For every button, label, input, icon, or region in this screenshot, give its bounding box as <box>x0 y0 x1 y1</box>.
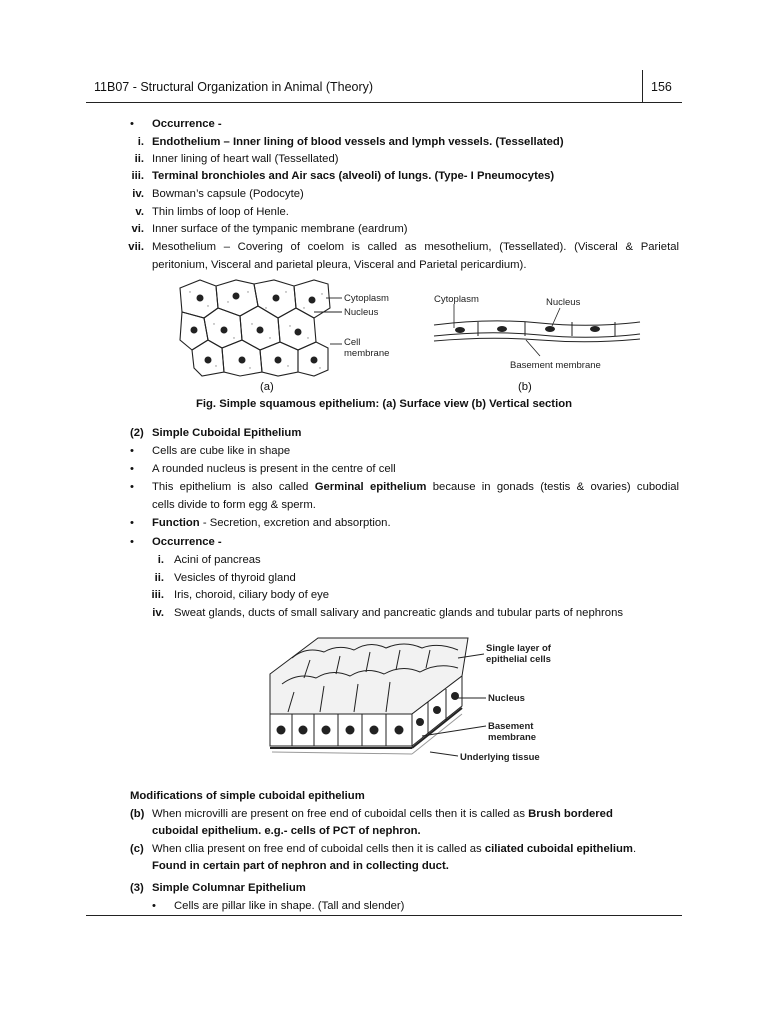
list-number: vii. <box>128 241 144 253</box>
label-cell: Cell <box>344 337 361 348</box>
list-number: iv. <box>132 188 144 200</box>
list-item: Terminal bronchioles and Air sacs (alveoli) of lungs. (Type- I Pneumocytes) <box>152 170 555 182</box>
bullet-icon: • <box>130 463 134 475</box>
subfigure-a-label: (a) <box>260 381 274 393</box>
bullet-icon: • <box>130 481 134 493</box>
list-item: Iris, choroid, ciliary body of eye <box>174 589 330 601</box>
bullet-text: Cells are pillar like in shape. (Tall and slender) <box>174 900 405 912</box>
list-item: Thin limbs of loop of Henle. <box>152 206 289 218</box>
page-header <box>86 70 682 103</box>
label-membrane: membrane <box>344 348 390 359</box>
header-divider <box>642 70 643 102</box>
label-epithelial-cells: epithelial cells <box>486 654 551 665</box>
list-item: When microvilli are present on free end of cuboidal cells then it is called as Brush bordered <box>152 808 613 820</box>
occurrence-heading: Occurrence - <box>152 536 222 548</box>
label-cytoplasm: Cytoplasm <box>344 293 389 304</box>
label-nucleus-b: Nucleus <box>546 297 581 308</box>
section-number: (3) <box>130 882 144 894</box>
list-item: When cllia present on free end of cuboidal cells then it is called as ciliated cuboidal epithelium. <box>152 843 637 855</box>
list-item: Sweat glands, ducts of small salivary and pancreatic glands and tubular parts of nephrons <box>174 607 623 619</box>
list-number: vi. <box>131 223 144 235</box>
cuboidal-epithelium-figure <box>262 632 572 767</box>
section-heading: Simple Columnar Epithelium <box>152 882 306 894</box>
footer-divider <box>86 915 682 916</box>
bullet-icon: • <box>152 900 156 912</box>
list-number: ii. <box>154 572 164 584</box>
bullet-text: This epithelium is also called Germinal epithelium because in gonads (testis & ovaries) cubodial <box>152 481 679 493</box>
figure-caption: Fig. Simple squamous epithelium: (a) Surface view (b) Vertical section <box>195 398 573 410</box>
list-number: iv. <box>152 607 164 619</box>
section-number: (2) <box>130 427 144 439</box>
page-number: 156 <box>651 80 672 94</box>
list-number: i. <box>137 136 144 148</box>
bullet-icon: • <box>130 445 134 457</box>
list-number: ii. <box>134 153 144 165</box>
subfigure-b-label: (b) <box>518 381 532 393</box>
list-item: Mesothelium – Covering of coelom is called as mesothelium, (Tessellated). (Visceral & Parietal <box>152 241 679 253</box>
bullet-icon: • <box>130 118 134 130</box>
list-number: v. <box>135 206 144 218</box>
squamous-surface-figure <box>178 278 428 378</box>
bullet-text: A rounded nucleus is present in the centre of cell <box>152 463 396 475</box>
list-item: Inner lining of heart wall (Tessellated) <box>152 153 339 165</box>
header-title: 11B07 - Structural Organization in Animal (Theory) <box>94 80 374 94</box>
list-number: (b) <box>130 808 145 820</box>
list-item: Vesicles of thyroid gland <box>174 572 296 584</box>
list-item: Acini of pancreas <box>174 554 261 566</box>
label-basement-membrane: Basement membrane <box>510 360 601 371</box>
bullet-text: Cells are cube like in shape <box>152 445 291 457</box>
label-single-layer: Single layer of <box>486 643 551 654</box>
list-number: iii. <box>131 170 144 182</box>
label-membrane-2: membrane <box>488 732 537 743</box>
bullet-icon: • <box>130 536 134 548</box>
list-item-continuation: Found in certain part of nephron and in collecting duct. <box>152 860 449 872</box>
section-heading: Simple Cuboidal Epithelium <box>152 427 302 439</box>
list-number: (c) <box>130 843 144 855</box>
list-number: iii. <box>151 589 164 601</box>
label-cytoplasm-b: Cytoplasm <box>434 294 479 305</box>
list-item: Inner surface of the tympanic membrane (eardrum) <box>152 223 408 235</box>
bullet-continuation: cells divide to form egg & sperm. <box>152 499 316 511</box>
list-item-continuation: peritonium, Visceral and parietal pleura, Visceral and Parietal pericardium). <box>152 259 527 271</box>
label-nucleus: Nucleus <box>344 307 379 318</box>
label-underlying-tissue: Underlying tissue <box>460 752 540 763</box>
bullet-icon: • <box>130 517 134 529</box>
squamous-vertical-figure <box>430 290 650 370</box>
label-nucleus-2: Nucleus <box>488 693 525 704</box>
list-item: Endothelium – Inner lining of blood vessels and lymph vessels. (Tessellated) <box>152 136 564 148</box>
list-item: Bowman’s capsule (Podocyte) <box>152 188 304 200</box>
modifications-heading: Modifications of simple cuboidal epithelium <box>130 790 365 802</box>
list-number: i. <box>157 554 164 566</box>
label-basement: Basement <box>488 721 534 732</box>
bullet-text: Function - Secretion, excretion and absorption. <box>152 517 391 529</box>
occurrence-heading: Occurrence - <box>152 118 222 130</box>
list-item-continuation: cuboidal epithelium. e.g.- cells of PCT of nephron. <box>152 825 421 837</box>
